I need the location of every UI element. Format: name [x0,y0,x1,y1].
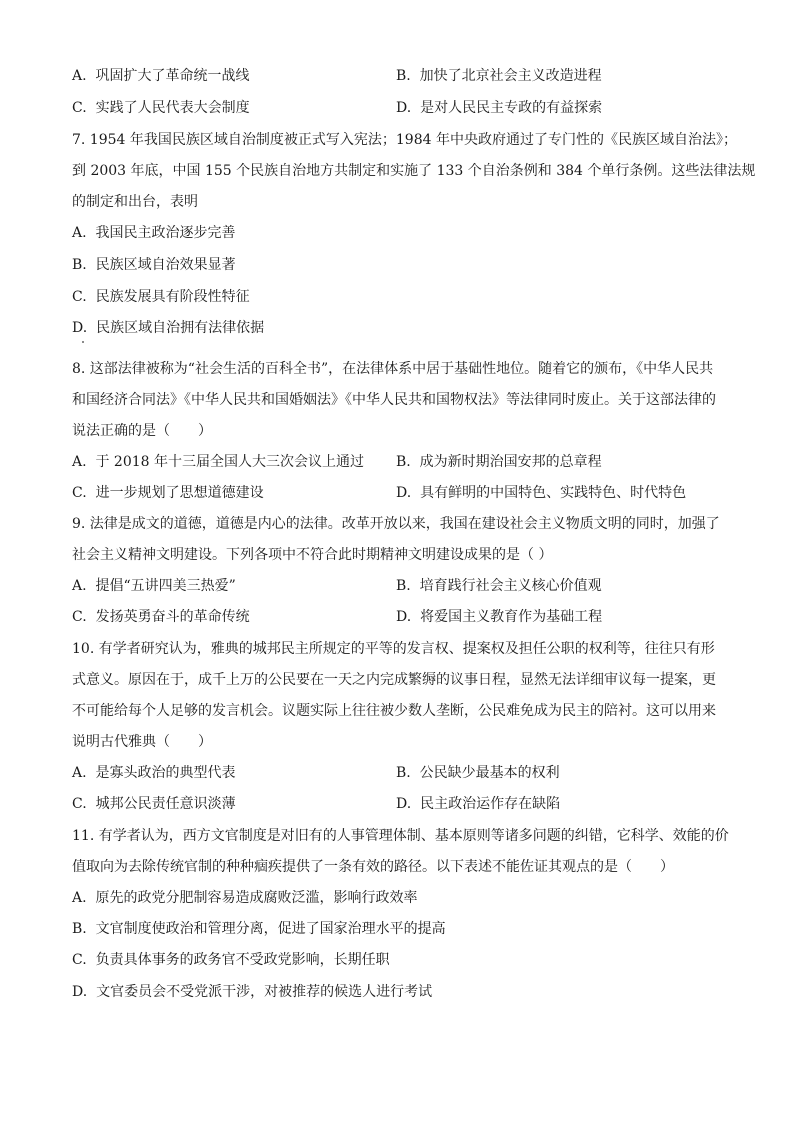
question-stem-line: 8. 这部法律被称为“社会生活的百科全书”，在法律体系中居于基础性地位。随着它的颁布，《中华人民共 [72,361,714,377]
question-stem-line: 到 2003 年底，中国 155 个民族自治地方共制定和实施了 133 个自治条例和 384 个单行条例。这些法律法规 [72,163,756,179]
option-a: A. 是寡头政治的典型代表 [72,765,236,781]
option-b: B. 成为新时期治国安邦的总章程 [396,454,602,470]
dot-mark [82,341,84,343]
option-c: C. 发扬英勇奋斗的革命传统 [72,609,250,625]
question-stem-line: 式意义。原因在于，成千上万的公民要在一天之内完成繁缛的议事日程，显然无法详细审议每一提案，更 [72,672,716,688]
option-a: A. 我国民主政治逐步完善 [72,225,236,241]
question-stem-line: 7. 1954 年我国民族区域自治制度被正式写入宪法；1984 年中央政府通过了专门性的《民族区域自治法》； [72,132,737,148]
option-b: B. 公民缺少最基本的权利 [396,765,560,781]
option-d: D. 将爱国主义教育作为基础工程 [396,609,603,625]
option-a: A. 巩固扩大了革命统一战线 [72,68,250,84]
option-c: C. 民族发展具有阶段性特征 [72,289,250,305]
question-stem-line: 的制定和出台，表明 [72,194,198,210]
option-d: D. 是对人民民主专政的有益探索 [396,100,603,116]
question-stem-line: 不可能给每个人足够的发言机会。议题实际上往往被少数人垄断，公民难免成为民主的陪衬。这可以用来 [72,703,716,719]
question-stem-line: 9. 法律是成文的道德，道德是内心的法律。改革开放以来，我国在建设社会主义物质文明的同时，加强了 [72,516,720,532]
option-b: B. 民族区域自治效果显著 [72,257,236,273]
option-a: A. 原先的政党分肥制容易造成腐败泛滥，影响行政效率 [72,890,418,906]
question-stem-line: 10. 有学者研究认为，雅典的城邦民主所规定的平等的发言权、提案权及担任公职的权利等，往往只有形 [72,641,715,657]
option-d: D. 民族区域自治拥有法律依据 [72,320,265,336]
question-stem-line: 值取向为去除传统官制的种种痼疾提供了一条有效的路径。以下表述不能佐证其观点的是（ ） [72,859,674,875]
option-c: C. 城邦公民责任意识淡薄 [72,796,236,812]
option-a: A. 于 2018 年十三届全国人大三次会议上通过 [72,454,364,470]
question-stem-line: 说明古代雅典（ ） [72,734,212,750]
option-a: A. 提倡“五讲四美三热爱” [72,578,236,594]
option-c: C. 实践了人民代表大会制度 [72,100,250,116]
question-stem-line: 社会主义精神文明建设。下列各项中不符合此时期精神文明建设成果的是（ ） [72,547,553,563]
option-d: D. 具有鲜明的中国特色、实践特色、时代特色 [396,485,687,501]
option-d: D. 文官委员会不受党派干涉，对被推荐的候选人进行考试 [72,984,433,1000]
option-d: D. 民主政治运作存在缺陷 [396,796,561,812]
option-c: C. 负责具体事务的政务官不受政党影响，长期任职 [72,952,390,968]
option-b: B. 培育践行社会主义核心价值观 [396,578,602,594]
option-b: B. 加快了北京社会主义改造进程 [396,68,602,84]
question-stem-line: 11. 有学者认为，西方文官制度是对旧有的人事管理体制、基本原则等诸多问题的纠错，它科学、效能的价 [72,828,729,844]
question-stem-line: 说法正确的是（ ） [72,423,212,439]
question-stem-line: 和国经济合同法》《中华人民共和国婚姻法》《中华人民共和国物权法》等法律同时废止。关于这部法律的 [72,392,716,408]
option-c: C. 进一步规划了思想道德建设 [72,485,264,501]
option-b: B. 文官制度使政治和管理分离，促进了国家治理水平的提高 [72,921,446,937]
